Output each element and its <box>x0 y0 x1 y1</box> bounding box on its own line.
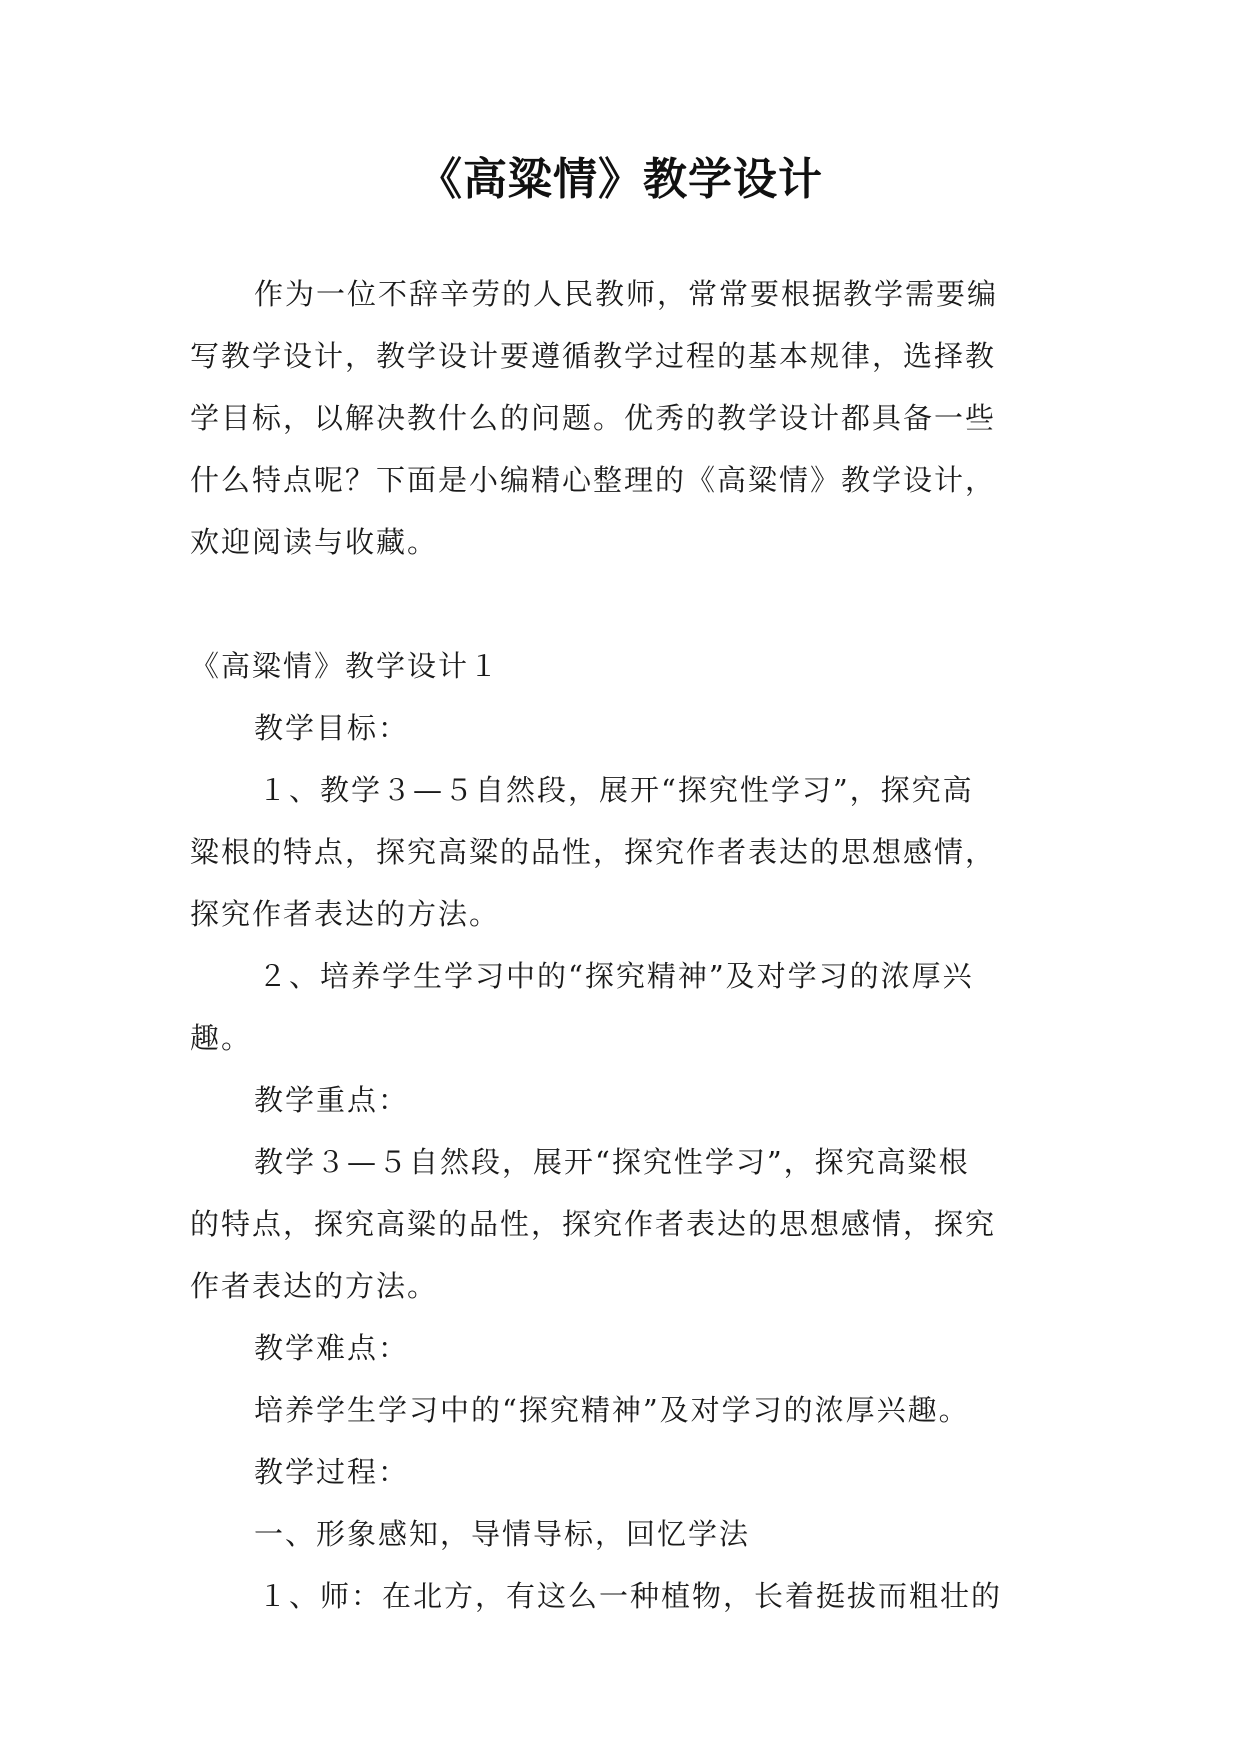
body-line: 的特点，探究高粱的品性，探究作者表达的思想感情，探究 <box>190 1207 997 1241</box>
body-line: 趣。 <box>190 1021 253 1055</box>
body-line: 教学３—５自然段，展开“探究性学习”，探究高粱根 <box>254 1145 970 1179</box>
intro-paragraph <box>190 263 1050 573</box>
label-teaching-goals: 教学目标： <box>254 711 410 745</box>
body-line: ２、培养学生学习中的“探究精神”及对学习的浓厚兴 <box>258 959 974 993</box>
label-teaching-difficulty: 教学难点： <box>254 1331 410 1365</box>
body-line: 培养学生学习中的“探究精神”及对学习的浓厚兴趣。 <box>254 1393 970 1427</box>
label-teaching-process: 教学过程： <box>254 1455 410 1489</box>
body-line: 探究作者表达的方法。 <box>190 897 501 931</box>
document-title: 《高粱情》教学设计 <box>418 154 823 205</box>
intro-line: 写教学设计，教学设计要遵循教学过程的基本规律，选择教 <box>190 339 997 373</box>
intro-line: 欢迎阅读与收藏。 <box>190 525 439 559</box>
body-line: １、教学３—５自然段，展开“探究性学习”，探究高 <box>258 773 974 807</box>
body-line: １、师：在北方，有这么一种植物，长着挺拔而粗壮的 <box>258 1579 1003 1613</box>
body-line: 粱根的特点，探究高粱的品性，探究作者表达的思想感情， <box>190 835 997 869</box>
section-body <box>190 635 1050 1627</box>
label-teaching-focus: 教学重点： <box>254 1083 410 1117</box>
section-heading: 《高粱情》教学设计１ <box>190 649 501 683</box>
body-line: 作者表达的方法。 <box>190 1269 439 1303</box>
intro-line: 什么特点呢？下面是小编精心整理的《高粱情》教学设计， <box>190 463 997 497</box>
intro-line: 作为一位不辞辛劳的人民教师，常常要根据教学需要编 <box>254 277 999 311</box>
intro-line: 学目标，以解决教什么的问题。优秀的教学设计都具备一些 <box>190 401 997 435</box>
body-line: 一、形象感知，导情导标，回忆学法 <box>254 1517 751 1551</box>
